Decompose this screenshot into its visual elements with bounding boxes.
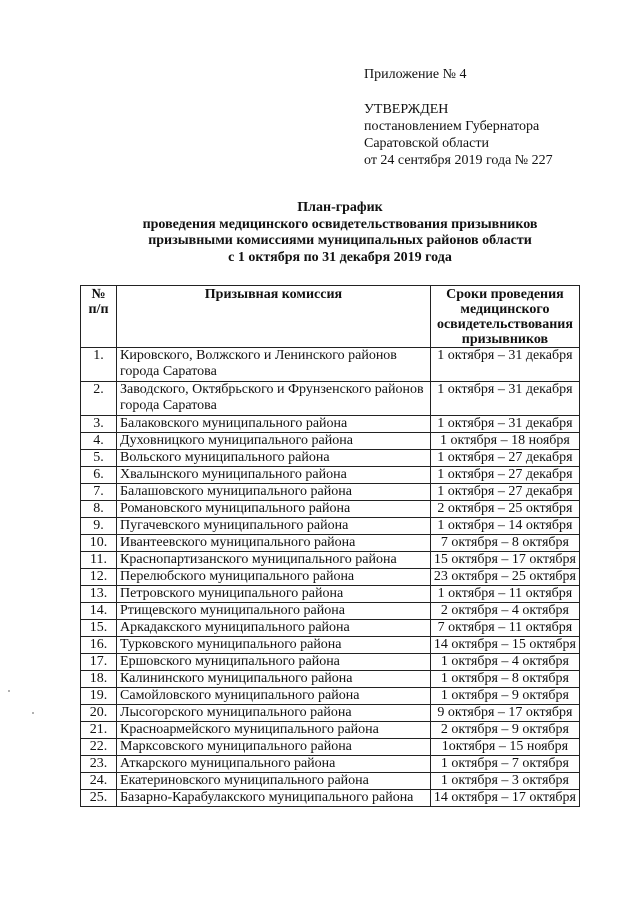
- title-line-3: призывными комиссиями муниципальных районов области: [148, 233, 532, 248]
- header-dates: Сроки проведения медицинского освидетельствования призывников: [430, 286, 579, 348]
- row-number: 25.: [81, 790, 117, 807]
- table-row: [81, 484, 580, 501]
- table-row: [81, 552, 580, 569]
- exam-dates: 1 октября – 4 октября: [430, 654, 579, 671]
- table-row: [81, 637, 580, 654]
- approval-line-3: от 24 сентября 2019 года № 227: [364, 153, 553, 168]
- commission-name: Вольского муниципального района: [117, 450, 431, 467]
- scan-speck: [8, 690, 10, 692]
- commission-name: Ртищевского муниципального района: [117, 603, 431, 620]
- exam-dates: 7 октября – 8 октября: [430, 535, 579, 552]
- row-number: 23.: [81, 756, 117, 773]
- table-header-row: [81, 286, 580, 348]
- approval-line-1: постановлением Губернатора: [364, 119, 540, 134]
- exam-dates: 9 октября – 17 октября: [430, 705, 579, 722]
- commission-name: Кировского, Волжского и Ленинского районов города Саратова: [117, 348, 431, 382]
- commission-name: Краснопартизанского муниципального района: [117, 552, 431, 569]
- table-row: [81, 518, 580, 535]
- document-title: [40, 200, 640, 266]
- row-number: 14.: [81, 603, 117, 620]
- commission-name: Романовского муниципального района: [117, 501, 431, 518]
- table-row: [81, 535, 580, 552]
- exam-dates: 1 октября – 14 октября: [430, 518, 579, 535]
- table-row: [81, 620, 580, 637]
- title-line-2: проведения медицинского освидетельствования призывников: [142, 216, 538, 232]
- commission-name: Заводского, Октябрьского и Фрунзенского районов города Саратова: [117, 382, 431, 416]
- row-number: 12.: [81, 569, 117, 586]
- header-num-line-2: п/п: [88, 302, 109, 317]
- table-row: [81, 739, 580, 756]
- row-number: 21.: [81, 722, 117, 739]
- approval-block: [364, 66, 634, 169]
- table-row: [81, 586, 580, 603]
- commission-name: Ивантеевского муниципального района: [117, 535, 431, 552]
- commission-name: Аткарского муниципального района: [117, 756, 431, 773]
- commission-name: Базарно-Карабулакского муниципального района: [117, 790, 431, 807]
- row-number: 13.: [81, 586, 117, 603]
- exam-dates: 1октября – 15 ноября: [430, 739, 579, 756]
- exam-dates: 1 октября – 27 декабря: [430, 450, 579, 467]
- table-row: [81, 705, 580, 722]
- row-number: 22.: [81, 739, 117, 756]
- row-number: 9.: [81, 518, 117, 535]
- exam-dates: 1 октября – 31 декабря: [430, 416, 579, 433]
- commission-name: Хвалынского муниципального района: [117, 467, 431, 484]
- title-line-1: План-график: [297, 200, 383, 215]
- row-number: 10.: [81, 535, 117, 552]
- table-row: [81, 671, 580, 688]
- table-row: [81, 416, 580, 433]
- commission-name: Самойловского муниципального района: [117, 688, 431, 705]
- scan-speck: [32, 712, 34, 714]
- exam-dates: 1 октября – 7 октября: [430, 756, 579, 773]
- table-row: [81, 433, 580, 450]
- header-num-line-1: №: [91, 287, 106, 302]
- commission-name: Екатериновского муниципального района: [117, 773, 431, 790]
- row-number: 4.: [81, 433, 117, 450]
- exam-dates: 1 октября – 27 декабря: [430, 467, 579, 484]
- commission-name: Пугачевского муниципального района: [117, 518, 431, 535]
- commission-name: Красноармейского муниципального района: [117, 722, 431, 739]
- table-row: [81, 348, 580, 382]
- table-row: [81, 603, 580, 620]
- commission-name: Балаковского муниципального района: [117, 416, 431, 433]
- exam-dates: 1 октября – 9 октября: [430, 688, 579, 705]
- exam-dates: 2 октября – 4 октября: [430, 603, 579, 620]
- exam-dates: 1 октября – 11 октября: [430, 586, 579, 603]
- commission-name: Лысогорского муниципального района: [117, 705, 431, 722]
- row-number: 2.: [81, 382, 117, 416]
- commission-name: Аркадакского муниципального района: [117, 620, 431, 637]
- exam-dates: 14 октября – 17 октября: [430, 790, 579, 807]
- row-number: 16.: [81, 637, 117, 654]
- row-number: 19.: [81, 688, 117, 705]
- commission-name: Марксовского муниципального района: [117, 739, 431, 756]
- row-number: 6.: [81, 467, 117, 484]
- commission-name: Ершовского муниципального района: [117, 654, 431, 671]
- table-row: [81, 569, 580, 586]
- exam-dates: 1 октября – 27 декабря: [430, 484, 579, 501]
- table-row: [81, 382, 580, 416]
- exam-dates: 15 октября – 17 октября: [430, 552, 579, 569]
- table-row: [81, 756, 580, 773]
- header-num: [81, 286, 117, 348]
- row-number: 24.: [81, 773, 117, 790]
- row-number: 8.: [81, 501, 117, 518]
- header-commission: Призывная комиссия: [117, 286, 431, 348]
- row-number: 3.: [81, 416, 117, 433]
- exam-dates: 1 октября – 8 октября: [430, 671, 579, 688]
- exam-dates: 1 октября – 3 октября: [430, 773, 579, 790]
- row-number: 15.: [81, 620, 117, 637]
- row-number: 18.: [81, 671, 117, 688]
- row-number: 1.: [81, 348, 117, 382]
- schedule-table: [80, 285, 580, 807]
- table-row: [81, 467, 580, 484]
- table-body: [81, 348, 580, 807]
- table-row: [81, 773, 580, 790]
- exam-dates: 14 октября – 15 октября: [430, 637, 579, 654]
- row-number: 20.: [81, 705, 117, 722]
- table-row: [81, 654, 580, 671]
- table-row: [81, 790, 580, 807]
- exam-dates: 2 октября – 9 октября: [430, 722, 579, 739]
- approval-line-2: Саратовской области: [364, 136, 489, 151]
- row-number: 5.: [81, 450, 117, 467]
- table-row: [81, 722, 580, 739]
- commission-name: Перелюбского муниципального района: [117, 569, 431, 586]
- exam-dates: 1 октября – 31 декабря: [430, 348, 579, 382]
- table-row: [81, 450, 580, 467]
- title-line-4: с 1 октября по 31 декабря 2019 года: [228, 249, 452, 265]
- commission-name: Турковского муниципального района: [117, 637, 431, 654]
- appendix-label: Приложение № 4: [364, 67, 467, 82]
- exam-dates: 7 октября – 11 октября: [430, 620, 579, 637]
- commission-name: Петровского муниципального района: [117, 586, 431, 603]
- exam-dates: 23 октября – 25 октября: [430, 569, 579, 586]
- commission-name: Калининского муниципального района: [117, 671, 431, 688]
- table-row: [81, 688, 580, 705]
- commission-name: Духовницкого муниципального района: [117, 433, 431, 450]
- exam-dates: 1 октября – 31 декабря: [430, 382, 579, 416]
- table-row: [81, 501, 580, 518]
- exam-dates: 1 октября – 18 ноября: [430, 433, 579, 450]
- row-number: 17.: [81, 654, 117, 671]
- row-number: 11.: [81, 552, 117, 569]
- row-number: 7.: [81, 484, 117, 501]
- approved-label: УТВЕРЖДЕН: [364, 102, 449, 117]
- commission-name: Балашовского муниципального района: [117, 484, 431, 501]
- exam-dates: 2 октября – 25 октября: [430, 501, 579, 518]
